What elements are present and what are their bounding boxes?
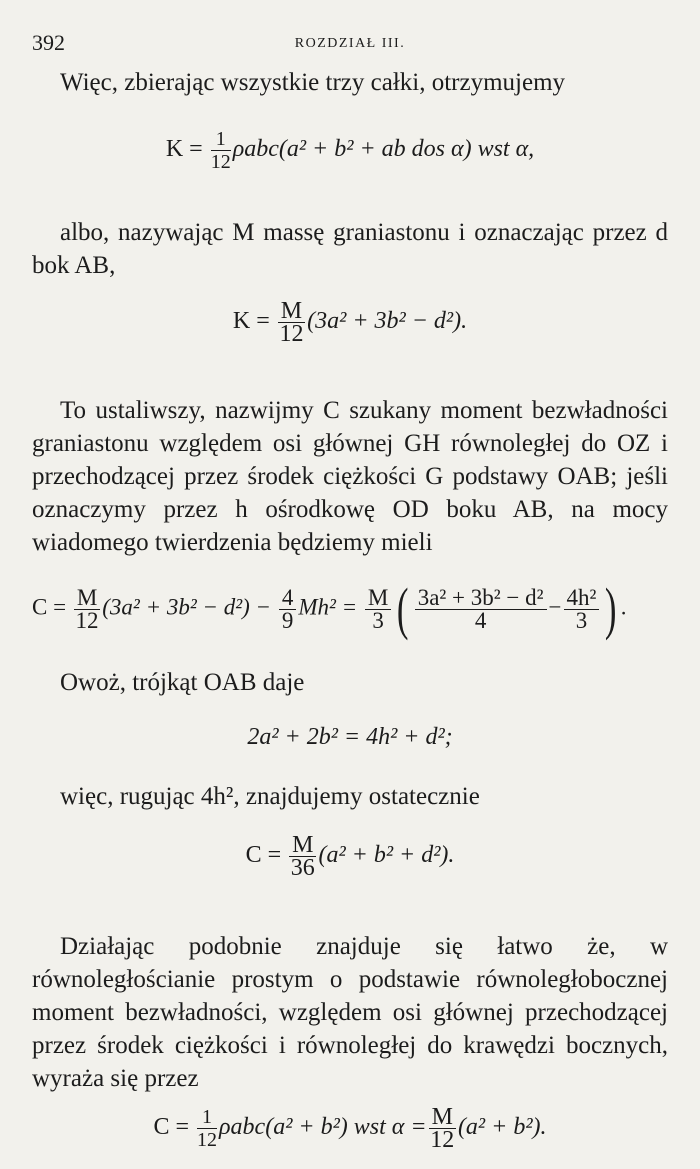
page-number: 392: [32, 30, 65, 55]
paragraph-6: Działając podobnie znajduje się łatwo że, w równoległościanie prostym o podstawie równoległobocznej moment bezwładności, względem osi głównej przechodzącej przez środek ciężkości i równoległej do krawędzi bocznych, wyraża się przez: [32, 933, 668, 1092]
equation-2: K = $\frac{M}{12}$ (3a² + 3b² − d²).: [232, 298, 468, 347]
equation-5: C = $\frac{M}{36}$ (a² + b² + d²).: [245, 832, 455, 881]
paragraph-3: To ustaliwszy, nazwijmy C szukany moment bezwładności graniastonu względem osi głównej GH równoległej do OZ i przechodzącej przez środek ciężkości G podstawy OAB; jeśli oznaczymy przez h ośrodkowę OD boku AB, na mocy wiadomego twierdzenia będziemy mieli: [32, 397, 668, 556]
paragraph-4: Owoż, trójkąt OAB daje: [60, 669, 305, 696]
equation-4: 2a² + 2b² = 4h² + d²;: [247, 724, 453, 750]
paragraph-5: więc, rugując 4h², znajdujemy ostatecznie: [60, 783, 480, 810]
paragraph-1: Więc, zbierając wszystkie trzy całki, otrzymujemy: [60, 69, 566, 96]
equation-1: K = $\frac{1}{12}$ ρabc(a² + b² + ab dos α) wst α,: [165, 128, 535, 173]
page-header: [32, 30, 668, 58]
equation-3: C = $\frac{M}{12}$ (3a² + 3b² − d²) − $\frac{4}{9}$ Mh² = $\frac{M}{3}$ ( $\frac{\text{3a² + 3b² − d²}}{4}$ − $\frac{\text{4h²}}{3}$ ) .: [32, 576, 627, 641]
running-head: ROZDZIAŁ III.: [294, 36, 406, 51]
equation-6: C = $\frac{1}{12}$ ρabc(a² + b²) wst α = $\frac{M}{12}$ (a² + b²).: [153, 1104, 547, 1153]
paragraph-2: albo, nazywając M massę graniastonu i oznaczając przez d bok AB,: [32, 219, 668, 279]
